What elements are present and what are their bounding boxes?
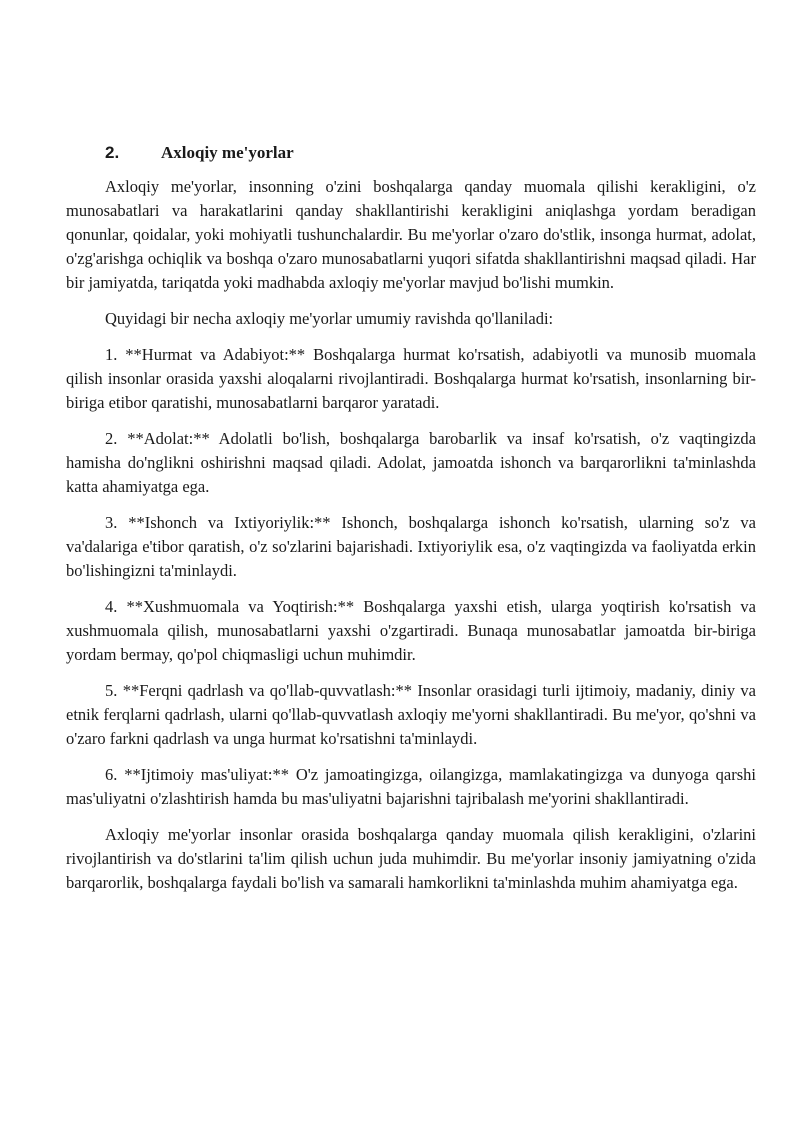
- list-intro-paragraph: Quyidagi bir necha axloqiy me'yorlar umumiy ravishda qo'llaniladi:: [105, 309, 554, 328]
- list-item-justice: 2. **Adolat:** Adolatli bo'lish, boshqalarga barobarlik va insaf ko'rsatish, o'z vaqtingizda hamisha do'nglikni oshirishni maqsad qiladi. Adolat, jamoatda ishonch va barqarorlikni ta'minlashda katta ahamiyatga ega.: [66, 429, 756, 496]
- section-heading: [105, 143, 756, 163]
- list-item-trust: 3. **Ishonch va Ixtiyoriylik:** Ishonch, boshqalarga ishonch ko'rsatish, ularning so'z va va'dalariga e'tibor qaratish, o'z so'zlarini bajarishadi. Ixtiyoriylik esa, o'z vaqtingizda va faoliyatda erkin bo'lishingizni ta'minlaydi.: [66, 513, 756, 580]
- section-title: Axloqiy me'yorlar: [161, 143, 294, 162]
- list-item-respect: 1. **Hurmat va Adabiyot:** Boshqalarga hurmat ko'rsatish, adabiyotli va munosib muomala qilish insonlar orasida yaxshi aloqalarni rivojlantiradi. Boshqalarga hurmat ko'rsatish, insonlarning bir-biriga etibor qaratishi, munosabatlarni barqaror yaratadi.: [66, 345, 756, 412]
- list-item-courtesy: 4. **Xushmuomala va Yoqtirish:** Boshqalarga yaxshi etish, ularga yoqtirish ko'rsatish va xushmuomala qilish, munosabatlarni yaxshi o'zgartiradi. Bunaqa munosabatlar jamoatda bir-biriga yordam bermay, qo'pol chiqmasligi uchun muhimdir.: [66, 597, 756, 664]
- conclusion-paragraph: Axloqiy me'yorlar insonlar orasida boshqalarga qanday muomala qilish kerakligini, o'zlarini rivojlantirish va do'stlarini ta'lim qilish uchun juda muhimdir. Bu me'yorlar insoniy jamiyatning o'zida barqarorlik, boshqalarga faydali bo'lish va samarali hamkorlikni ta'minlashda muhim ahamiyatga ega.: [66, 825, 756, 892]
- list-item-diversity: 5. **Ferqni qadrlash va qo'llab-quvvatlash:** Insonlar orasidagi turli ijtimoiy, madaniy, diniy va etnik ferqlarni qadrlash, ularni qo'llab-quvvatlash axloqiy me'yorni shakllantiradi. Bu me'yor, qo'shni va o'zaro farkni qadrlash va unga hurmat ko'rsatishni ta'minlaydi.: [66, 681, 756, 748]
- list-item-social-responsibility: 6. **Ijtimoiy mas'uliyat:** O'z jamoatingizga, oilangizga, mamlakatingizga va dunyoga qarshi mas'uliyatni o'zlashtirish hamda bu mas'uliyatni bajarishni tajribalash me'yorini shakllantiradi.: [66, 765, 756, 808]
- document-body: [66, 143, 756, 907]
- section-number: 2.: [105, 143, 120, 162]
- intro-paragraph: Axloqiy me'yorlar, insonning o'zini boshqalarga qanday muomala qilishi kerakligini, o'z munosabatlari va harakatlarini qanday shakllantirishi kerakligini aniqlashga yordam beradigan qonunlar, qoidalar, yoki mohiyatli tushunchalardir. Bu me'yorlar o'zaro do'stlik, insonga hurmat, adolat, o'zg'arishga ochiqlik va boshqa o'zaro munosabatlarni yuqori sifatda shakllantirishni maqsad qiladi. Har bir jamiyatda, tariqatda yoki madhabda axloqiy me'yorlar mavjud bo'lishi mumkin.: [66, 177, 756, 292]
